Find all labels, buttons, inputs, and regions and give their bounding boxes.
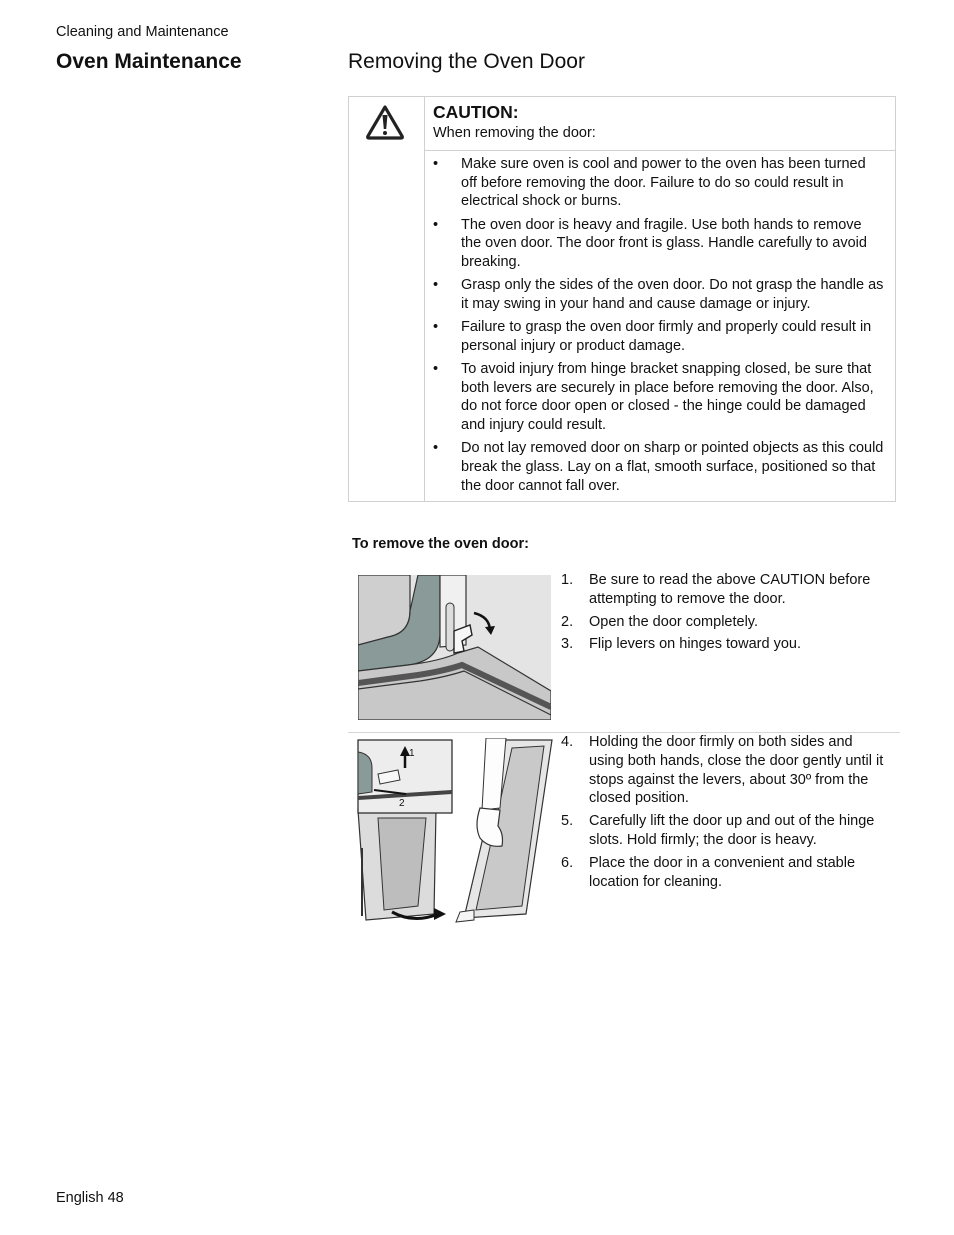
caution-item: • The oven door is heavy and fragile. Use both hands to remove the oven door. The door front is glass. Handle carefully to avoid breaking.: [433, 216, 867, 271]
step-item: 1. Be sure to read the above CAUTION before attempting to remove the door.: [561, 572, 871, 607]
step-item: 3. Flip levers on hinges toward you.: [561, 636, 801, 653]
step-item: 4. Holding the door firmly on both sides and using both hands, close the door gently until it stops against the levers, about 30º from the closed position.: [561, 734, 884, 807]
caution-box: [348, 96, 896, 502]
page-number: English 48: [56, 1190, 124, 1206]
step-item: 6. Place the door in a convenient and stable location for cleaning.: [561, 854, 856, 890]
page-heading: Removing the Oven Door: [348, 50, 585, 73]
caution-item: • Do not lay removed door on sharp or pointed objects as this could break the glass. Lay on a flat, smooth surface, positioned so that the door cannot fall over.: [433, 440, 884, 494]
caution-subtitle: When removing the door:: [433, 125, 596, 141]
caution-item: • Make sure oven is cool and power to the oven has been turned off before removing the door. Failure to do so could result in electrical shock or burns.: [433, 156, 866, 210]
caution-header: [424, 97, 895, 151]
hinge-lever-illustration: [358, 575, 551, 720]
steps-list-1: [561, 571, 891, 658]
warning-triangle-icon: [365, 104, 405, 140]
pull-label: 2: [399, 798, 405, 809]
steps-list-2: [561, 733, 891, 895]
caution-title: CAUTION:: [433, 102, 519, 122]
step-item: 5. Carefully lift the door up and out of the hinge slots. Hold firmly; the door is heavy.: [561, 813, 875, 848]
caution-item: • Failure to grasp the oven door firmly and properly could result in personal injury or product damage.: [433, 319, 872, 354]
running-header: Cleaning and Maintenance: [56, 24, 229, 40]
door-removal-illustration: [356, 738, 554, 924]
procedure-title: To remove the oven door:: [352, 536, 529, 552]
caution-icon-column: [349, 97, 425, 501]
caution-item: • Grasp only the sides of the oven door. Do not grasp the handle as it may swing in your hand and cause damage or injury.: [433, 277, 884, 312]
caution-list: [424, 155, 885, 500]
step-item: 2. Open the door completely.: [561, 613, 758, 630]
lift-label: 1: [409, 748, 415, 759]
caution-item: • To avoid injury from hinge bracket snapping closed, be sure that both levers are securely in place before removing the door. Also, do not force door open or closed - the hinge could be damaged and injury could result.: [433, 361, 874, 434]
section-title: Oven Maintenance: [56, 50, 242, 73]
